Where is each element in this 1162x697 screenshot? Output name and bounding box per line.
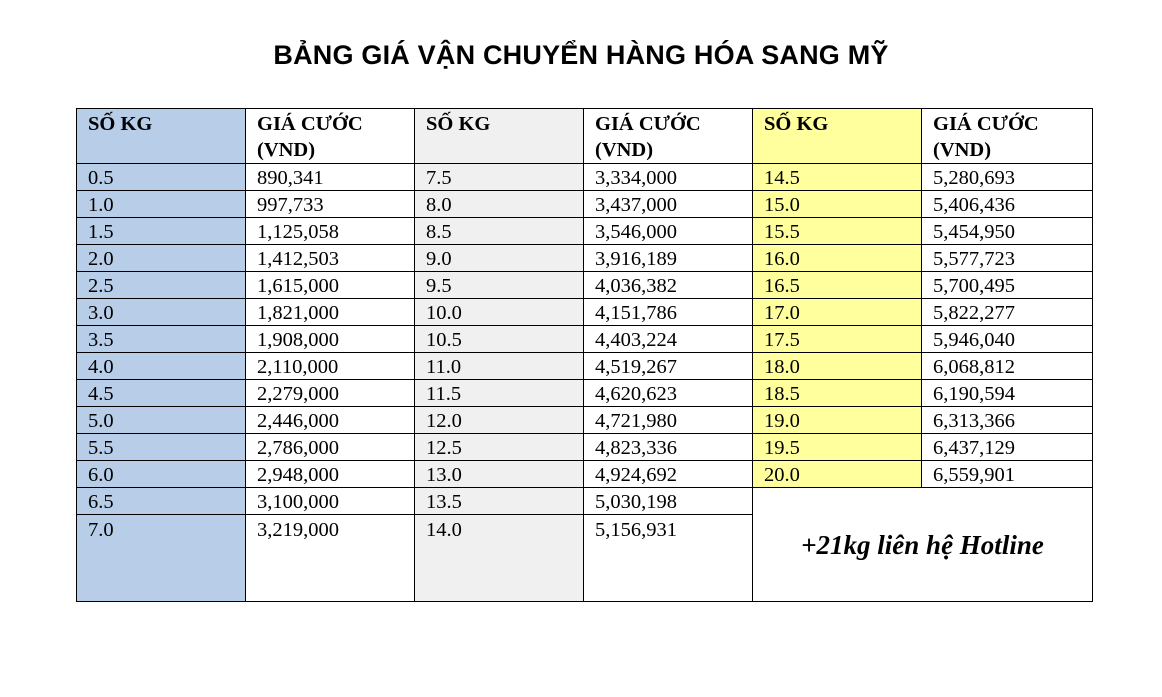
weight-cell: 9.5 [415, 272, 584, 299]
weight-cell: 2.5 [77, 272, 246, 299]
weight-cell: 12.5 [415, 434, 584, 461]
header-price-2: GIÁ CƯỚC (VND) [584, 109, 753, 164]
weight-cell: 15.5 [753, 218, 922, 245]
price-cell: 3,334,000 [584, 164, 753, 191]
weight-cell: 18.5 [753, 380, 922, 407]
price-cell: 6,437,129 [922, 434, 1093, 461]
price-cell: 5,030,198 [584, 488, 753, 515]
price-cell: 6,068,812 [922, 353, 1093, 380]
weight-cell: 16.5 [753, 272, 922, 299]
price-cell: 4,924,692 [584, 461, 753, 488]
weight-cell: 14.5 [753, 164, 922, 191]
weight-cell: 7.5 [415, 164, 584, 191]
table-row [77, 218, 1093, 245]
price-cell: 4,721,980 [584, 407, 753, 434]
table-row [77, 164, 1093, 191]
weight-cell: 17.0 [753, 299, 922, 326]
price-cell: 5,454,950 [922, 218, 1093, 245]
table-row [77, 461, 1093, 488]
weight-cell: 4.5 [77, 380, 246, 407]
price-cell: 3,219,000 [246, 515, 415, 602]
weight-cell: 6.0 [77, 461, 246, 488]
weight-cell: 15.0 [753, 191, 922, 218]
price-cell: 890,341 [246, 164, 415, 191]
weight-cell: 13.5 [415, 488, 584, 515]
weight-cell: 10.5 [415, 326, 584, 353]
price-cell: 2,279,000 [246, 380, 415, 407]
price-cell: 3,100,000 [246, 488, 415, 515]
table-row [77, 299, 1093, 326]
price-cell: 3,916,189 [584, 245, 753, 272]
price-cell: 1,908,000 [246, 326, 415, 353]
table-row [77, 191, 1093, 218]
table-row [77, 434, 1093, 461]
weight-cell: 20.0 [753, 461, 922, 488]
weight-cell: 3.5 [77, 326, 246, 353]
weight-cell: 14.0 [415, 515, 584, 602]
price-cell: 4,620,623 [584, 380, 753, 407]
price-table [76, 108, 1093, 602]
price-cell: 1,615,000 [246, 272, 415, 299]
price-cell: 1,412,503 [246, 245, 415, 272]
price-cell: 2,446,000 [246, 407, 415, 434]
header-weight-3: SỐ KG [753, 109, 922, 164]
weight-cell: 6.5 [77, 488, 246, 515]
price-cell: 997,733 [246, 191, 415, 218]
weight-cell: 0.5 [77, 164, 246, 191]
weight-cell: 8.5 [415, 218, 584, 245]
table-row [77, 272, 1093, 299]
weight-cell: 9.0 [415, 245, 584, 272]
weight-cell: 2.0 [77, 245, 246, 272]
price-cell: 3,437,000 [584, 191, 753, 218]
price-cell: 5,946,040 [922, 326, 1093, 353]
weight-cell: 19.5 [753, 434, 922, 461]
price-cell: 4,403,224 [584, 326, 753, 353]
header-weight-2: SỐ KG [415, 109, 584, 164]
weight-cell: 1.0 [77, 191, 246, 218]
price-cell: 6,313,366 [922, 407, 1093, 434]
price-cell: 5,156,931 [584, 515, 753, 602]
weight-cell: 5.5 [77, 434, 246, 461]
price-cell: 6,190,594 [922, 380, 1093, 407]
price-cell: 2,786,000 [246, 434, 415, 461]
price-cell: 6,559,901 [922, 461, 1093, 488]
table-row [77, 407, 1093, 434]
weight-cell: 19.0 [753, 407, 922, 434]
price-cell: 5,577,723 [922, 245, 1093, 272]
price-cell: 2,948,000 [246, 461, 415, 488]
price-cell: 4,823,336 [584, 434, 753, 461]
price-cell: 4,036,382 [584, 272, 753, 299]
weight-cell: 17.5 [753, 326, 922, 353]
table-row [77, 488, 1093, 515]
hotline-note: +21kg liên hệ Hotline [753, 488, 1093, 602]
table-row [77, 380, 1093, 407]
weight-cell: 5.0 [77, 407, 246, 434]
price-cell: 1,821,000 [246, 299, 415, 326]
weight-cell: 1.5 [77, 218, 246, 245]
table-row [77, 245, 1093, 272]
price-cell: 5,822,277 [922, 299, 1093, 326]
weight-cell: 16.0 [753, 245, 922, 272]
table-row [77, 353, 1093, 380]
price-cell: 5,406,436 [922, 191, 1093, 218]
weight-cell: 18.0 [753, 353, 922, 380]
price-cell: 3,546,000 [584, 218, 753, 245]
weight-cell: 10.0 [415, 299, 584, 326]
page-title: BẢNG GIÁ VẬN CHUYỂN HÀNG HÓA SANG MỸ [273, 40, 889, 70]
price-cell: 5,700,495 [922, 272, 1093, 299]
weight-cell: 12.0 [415, 407, 584, 434]
header-price-3: GIÁ CƯỚC (VND) [922, 109, 1093, 164]
weight-cell: 8.0 [415, 191, 584, 218]
weight-cell: 13.0 [415, 461, 584, 488]
weight-cell: 11.5 [415, 380, 584, 407]
price-cell: 1,125,058 [246, 218, 415, 245]
price-cell: 4,519,267 [584, 353, 753, 380]
header-price-1: GIÁ CƯỚC (VND) [246, 109, 415, 164]
weight-cell: 3.0 [77, 299, 246, 326]
weight-cell: 7.0 [77, 515, 246, 602]
header-weight-1: SỐ KG [77, 109, 246, 164]
weight-cell: 11.0 [415, 353, 584, 380]
table-row [77, 326, 1093, 353]
price-cell: 2,110,000 [246, 353, 415, 380]
price-cell: 5,280,693 [922, 164, 1093, 191]
weight-cell: 4.0 [77, 353, 246, 380]
price-cell: 4,151,786 [584, 299, 753, 326]
table-header-row [77, 109, 1093, 164]
